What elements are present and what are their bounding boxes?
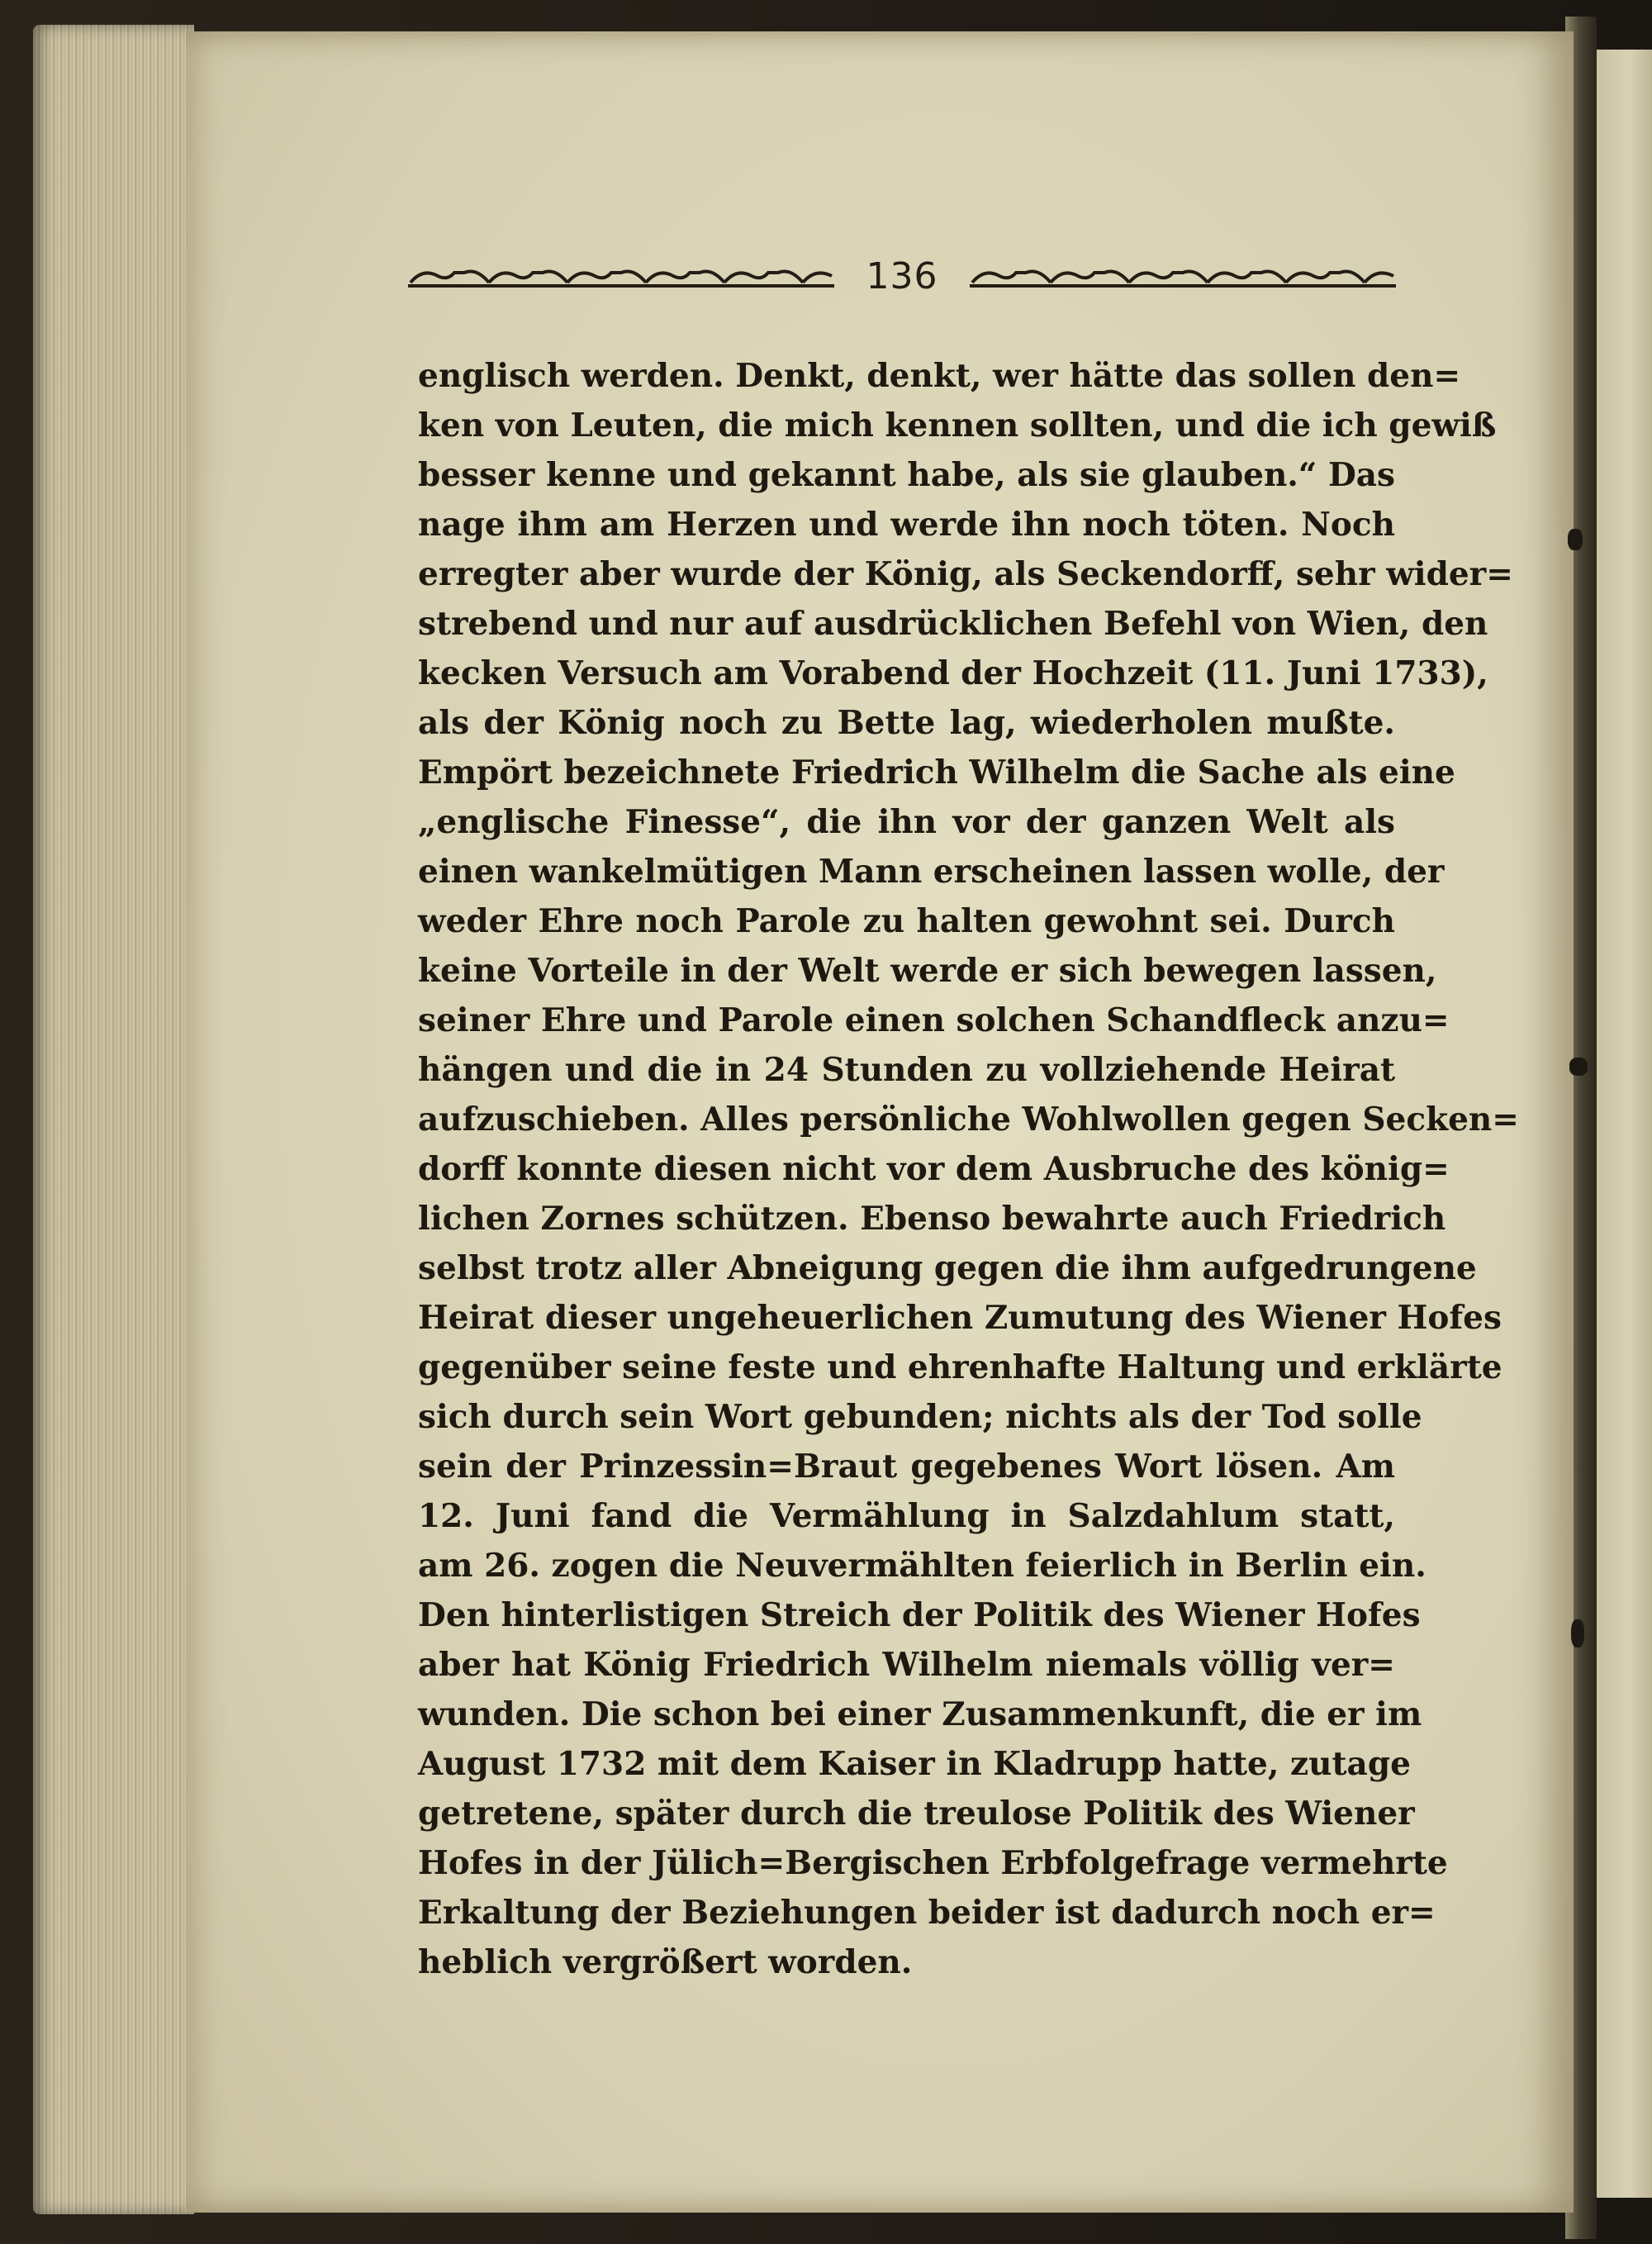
edge-mark xyxy=(1569,1058,1588,1076)
ornament-left-icon xyxy=(406,264,836,289)
text-line: ken von Leuten, die mich kennen sollten, und die ich gewiß xyxy=(418,406,1497,445)
text-line: 12. Juni fand die Vermählung in Salzdahlum statt, xyxy=(418,1497,1395,1535)
text-line: lichen Zornes schützen. Ebenso bewahrte auch Friedrich xyxy=(418,1200,1446,1238)
text-line: „englische Finesse“, die ihn vor der ganzen Welt als xyxy=(418,803,1395,841)
text-line: heblich vergrößert worden. xyxy=(418,1943,913,1981)
text-line: getretene, später durch die treulose Politik des Wiener xyxy=(418,1795,1415,1833)
text-line: kecken Versuch am Vorabend der Hochzeit (11. Juni 1733), xyxy=(418,654,1488,692)
text-line: einen wankelmütigen Mann erscheinen lassen wolle, der xyxy=(418,853,1445,891)
page-number: 136 xyxy=(866,255,938,297)
running-header xyxy=(406,248,1398,306)
text-line: als der König noch zu Bette lag, wiederholen mußte. xyxy=(418,704,1395,742)
edge-mark xyxy=(1571,1619,1584,1647)
page-edges xyxy=(33,25,194,2214)
text-line: wunden. Die schon bei einer Zusammenkunft, die er im xyxy=(418,1695,1422,1733)
text-line: englisch werden. Denkt, denkt, wer hätte das sollen den= xyxy=(418,357,1461,395)
text-line: erregter aber wurde der König, als Seckendorff, sehr wider= xyxy=(418,555,1513,593)
text-line: selbst trotz aller Abneigung gegen die ihm aufgedrungene xyxy=(418,1249,1477,1287)
text-line: keine Vorteile in der Welt werde er sich bewegen lassen, xyxy=(418,952,1437,990)
text-line: Hofes in der Jülich=Bergischen Erbfolgefrage vermehrte xyxy=(418,1844,1448,1882)
text-line: Den hinterlistigen Streich der Politik des Wiener Hofes xyxy=(418,1596,1421,1634)
text-line: weder Ehre noch Parole zu halten gewohnt sei. Durch xyxy=(418,902,1395,940)
text-line: besser kenne und gekannt habe, als sie glauben.“ Das xyxy=(418,456,1395,494)
text-line: am 26. zogen die Neuvermählten feierlich in Berlin ein. xyxy=(418,1547,1427,1585)
text-line: nage ihm am Herzen und werde ihn noch töten. Noch xyxy=(418,506,1395,544)
edge-mark xyxy=(1568,529,1583,550)
text-line: Heirat dieser ungeheuerlichen Zumutung des Wiener Hofes xyxy=(418,1299,1502,1337)
text-line: strebend und nur auf ausdrücklichen Befehl von Wien, den xyxy=(418,605,1488,643)
ornament-right-icon xyxy=(968,264,1398,289)
text-line: Empört bezeichnete Friedrich Wilhelm die Sache als eine xyxy=(418,754,1455,792)
text-line: aufzuschieben. Alles persönliche Wohlwollen gegen Secken= xyxy=(418,1101,1519,1139)
text-line: aber hat König Friedrich Wilhelm niemals völlig ver= xyxy=(418,1646,1395,1684)
text-line: gegenüber seine feste und ehrenhafte Haltung und erklärte xyxy=(418,1348,1502,1386)
text-line: sein der Prinzessin=Braut gegebenes Wort lösen. Am xyxy=(418,1448,1395,1486)
text-line: seiner Ehre und Parole einen solchen Schandfleck anzu= xyxy=(418,1001,1450,1039)
text-line: August 1732 mit dem Kaiser in Kladrupp hatte, zutage xyxy=(418,1745,1411,1783)
text-line: Erkaltung der Beziehungen beider ist dadurch noch er= xyxy=(418,1894,1436,1932)
text-line: sich durch sein Wort gebunden; nichts als der Tod solle xyxy=(418,1398,1422,1436)
text-line: hängen und die in 24 Stunden zu vollziehende Heirat xyxy=(418,1051,1395,1089)
facing-page-edge xyxy=(1597,50,1652,2198)
text-line: dorff konnte diesen nicht vor dem Ausbruche des könig= xyxy=(418,1150,1450,1188)
body-text xyxy=(418,351,1519,1987)
